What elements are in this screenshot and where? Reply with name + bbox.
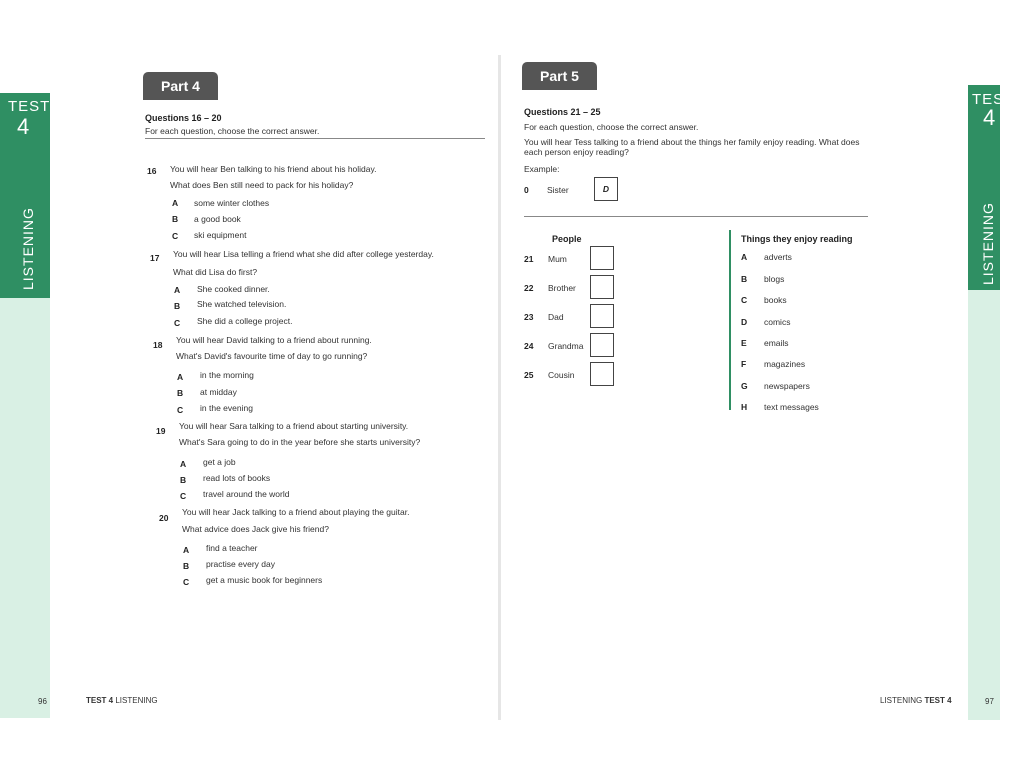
- question-number: 16: [147, 166, 157, 176]
- option-letter: C: [174, 318, 181, 328]
- question-intro: You will hear David talking to a friend about running.: [176, 335, 372, 345]
- part4-instruction: For each question, choose the correct answer.: [145, 126, 320, 136]
- right-tab-section-label: LISTENING: [980, 202, 996, 285]
- thing-letter: E: [741, 338, 747, 348]
- question-number: 17: [150, 253, 160, 263]
- people-number: 21: [524, 254, 534, 264]
- option-letter: A: [180, 459, 187, 469]
- people-number: 23: [524, 312, 534, 322]
- thing-letter: A: [741, 252, 748, 262]
- question-text: What's David's favourite time of day to go running?: [176, 351, 368, 361]
- example-person: Sister: [547, 185, 569, 195]
- right-footer-bold: TEST 4: [924, 696, 952, 705]
- question-intro: You will hear Ben talking to his friend about his holiday.: [170, 164, 377, 174]
- question-intro: You will hear Lisa telling a friend what she did after college yesterday.: [173, 249, 434, 259]
- option-text[interactable]: in the evening: [200, 403, 253, 413]
- thing-text: books: [764, 295, 787, 305]
- part5-context-line2: each person enjoy reading?: [524, 147, 629, 157]
- part4-badge: Part 4: [143, 72, 218, 100]
- thing-text: adverts: [764, 252, 792, 262]
- part5-badge: Part 5: [522, 62, 597, 90]
- question-text: What does Ben still need to pack for his holiday?: [170, 180, 354, 190]
- example-label: Example:: [524, 164, 560, 174]
- option-text[interactable]: at midday: [200, 387, 237, 397]
- thing-letter: F: [741, 359, 747, 369]
- question-text: What advice does Jack give his friend?: [182, 524, 329, 534]
- option-text[interactable]: find a teacher: [206, 543, 258, 553]
- option-letter: C: [172, 231, 179, 241]
- people-number: 24: [524, 341, 534, 351]
- option-text[interactable]: in the morning: [200, 370, 254, 380]
- answer-box[interactable]: [590, 333, 614, 357]
- left-tab-test-number: 4: [17, 114, 30, 139]
- part4-divider: [145, 138, 485, 139]
- option-text[interactable]: a good book: [194, 214, 241, 224]
- option-text[interactable]: travel around the world: [203, 489, 290, 499]
- question-text: What's Sara going to do in the year before she starts university?: [179, 437, 421, 447]
- right-footer-rest: LISTENING: [880, 696, 925, 705]
- left-tab-test-label: TEST: [8, 98, 51, 115]
- left-tab-strip: [0, 298, 50, 718]
- part5-context-line1: You will hear Tess talking to a friend about the things her family enjoy reading. What does: [524, 137, 860, 147]
- thing-text: comics: [764, 317, 791, 327]
- thing-letter: G: [741, 381, 748, 391]
- option-text[interactable]: get a music book for beginners: [206, 575, 323, 585]
- people-header: People: [552, 234, 582, 244]
- question-text: What did Lisa do first?: [173, 267, 258, 277]
- option-text[interactable]: She cooked dinner.: [197, 284, 270, 294]
- people-name: Grandma: [548, 341, 584, 351]
- thing-letter: H: [741, 402, 748, 412]
- option-text[interactable]: get a job: [203, 457, 236, 467]
- column-divider: [729, 230, 731, 410]
- question-number: 18: [153, 340, 163, 350]
- part5-divider: [524, 216, 868, 217]
- part5-heading: Questions 21 – 25: [524, 107, 601, 117]
- right-tab-strip: [968, 290, 1000, 720]
- option-letter: B: [180, 475, 187, 485]
- example-number: 0: [524, 185, 529, 195]
- left-tab-section-label: LISTENING: [20, 207, 36, 290]
- option-text[interactable]: ski equipment: [194, 230, 247, 240]
- page-gutter: [498, 55, 501, 720]
- option-text[interactable]: some winter clothes: [194, 198, 270, 208]
- option-letter: B: [177, 388, 184, 398]
- thing-text: text messages: [764, 402, 819, 412]
- option-letter: C: [183, 577, 190, 587]
- thing-text: blogs: [764, 274, 785, 284]
- option-letter: A: [172, 198, 179, 208]
- left-page-number: 96: [38, 697, 47, 706]
- question-intro: You will hear Sara talking to a friend about starting university.: [179, 421, 409, 431]
- answer-box[interactable]: [590, 275, 614, 299]
- people-name: Cousin: [548, 370, 575, 380]
- people-name: Brother: [548, 283, 576, 293]
- people-name: Dad: [548, 312, 564, 322]
- question-intro: You will hear Jack talking to a friend about playing the guitar.: [182, 507, 410, 517]
- thing-text: emails: [764, 338, 789, 348]
- right-tab-test-number: 4: [983, 105, 996, 130]
- option-letter: B: [183, 561, 190, 571]
- answer-box[interactable]: [590, 362, 614, 386]
- part5-instruction: For each question, choose the correct answer.: [524, 122, 699, 132]
- option-text[interactable]: read lots of books: [203, 473, 271, 483]
- people-number: 22: [524, 283, 534, 293]
- option-letter: C: [180, 491, 187, 501]
- option-letter: A: [177, 372, 184, 382]
- left-footer-rest: LISTENING: [113, 696, 158, 705]
- option-text[interactable]: practise every day: [206, 559, 275, 569]
- people-number: 25: [524, 370, 534, 380]
- left-footer: [86, 696, 158, 705]
- example-answer-box: D: [594, 177, 618, 201]
- option-text[interactable]: She did a college project.: [197, 316, 293, 326]
- right-footer: [880, 696, 952, 705]
- part4-heading: Questions 16 – 20: [145, 113, 222, 123]
- thing-text: newspapers: [764, 381, 810, 391]
- answer-box[interactable]: [590, 304, 614, 328]
- option-letter: C: [177, 405, 184, 415]
- right-page-number: 97: [985, 697, 994, 706]
- things-header: Things they enjoy reading: [741, 234, 853, 244]
- option-letter: A: [183, 545, 190, 555]
- option-letter: A: [174, 285, 181, 295]
- option-letter: B: [172, 214, 179, 224]
- question-number: 19: [156, 426, 166, 436]
- option-text[interactable]: She watched television.: [197, 299, 287, 309]
- left-footer-bold: TEST 4: [86, 696, 114, 705]
- thing-text: magazines: [764, 359, 806, 369]
- thing-letter: D: [741, 317, 748, 327]
- thing-letter: B: [741, 274, 748, 284]
- option-letter: B: [174, 301, 181, 311]
- thing-letter: C: [741, 295, 748, 305]
- question-number: 20: [159, 513, 169, 523]
- answer-box[interactable]: [590, 246, 614, 270]
- right-tab-test-label: TEST: [972, 91, 1014, 108]
- people-name: Mum: [548, 254, 567, 264]
